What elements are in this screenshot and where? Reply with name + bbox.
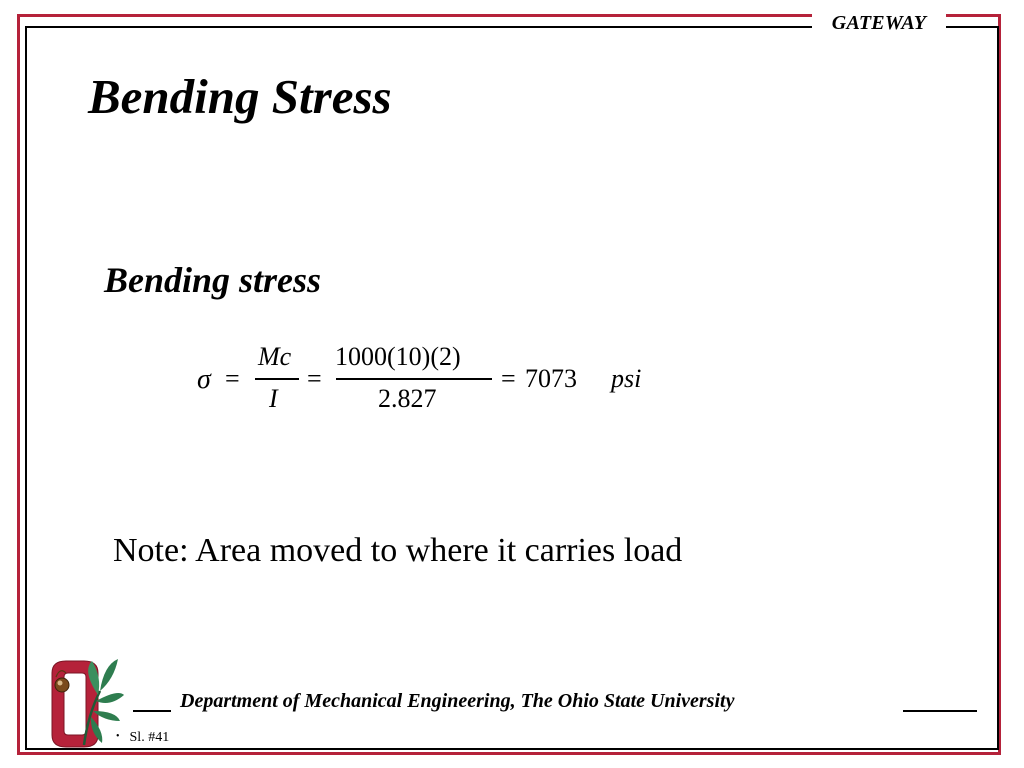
gateway-badge: GATEWAY (812, 10, 946, 36)
fraction-2-numerator: 1000(10)(2) (335, 342, 461, 371)
footer-rule-left (133, 710, 171, 712)
footer-department: Department of Mechanical Engineering, The Ohio State University (180, 690, 735, 712)
fraction-2-denominator: 2.827 (378, 384, 437, 413)
slide-number (116, 730, 169, 746)
note-text: Note: Area moved to where it carries load (113, 532, 683, 569)
sigma-symbol: σ (197, 364, 211, 395)
stress-unit: psi (611, 364, 642, 393)
slide-number-text: Sl. #41 (129, 730, 170, 745)
stress-result: 7073 (525, 364, 577, 393)
bending-stress-formula (197, 340, 667, 420)
fraction-1-numerator: Mc (258, 342, 292, 371)
slide-subtitle: Bending stress (104, 260, 322, 300)
ohio-state-buckeye-logo (44, 655, 124, 751)
equals-sign-1: = (225, 364, 240, 393)
fraction-2-bar (336, 378, 492, 380)
equals-sign-3: = (501, 364, 516, 393)
fraction-1-bar (255, 378, 299, 380)
footer-rule-right (903, 710, 977, 712)
slide-title: Bending Stress (88, 69, 392, 124)
bullet-icon: • (116, 731, 120, 742)
equals-sign-2: = (307, 364, 322, 393)
fraction-1-denominator: I (269, 384, 278, 413)
